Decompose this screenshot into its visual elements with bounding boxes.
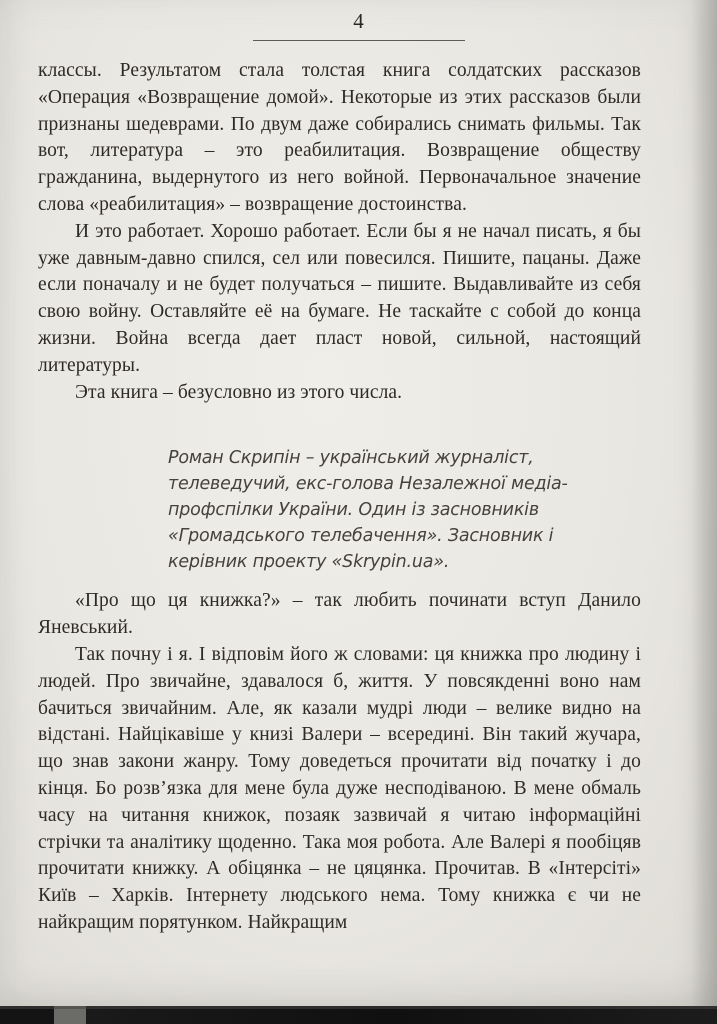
paragraph-russian-1: классы. Результатом стала толстая книга солдатских рассказов «Операция «Возвращение домой». Некоторые из этих рассказов были признаны шедеврами. По двум даже собирались снимать фильмы. Так вот, литература – это реабилитация. Возвращение обществу гражданина, выдернутого из него войной. Первоначальное значение слова «реабилитация» – возвращение достоинства. [38,60,641,215]
author-bio-note: Роман Скрипін – український журналіст, телеведучий, екс-голова Незалежної медіа-профспілки України. Один із засновників «Громадського телебачення». Засновник і керівник проекту «Skrypin.ua». [168,447,568,573]
page-text-block [0,41,717,937]
paragraph-russian-3: Эта книга – безусловно из этого числа. [75,381,403,403]
paragraph-ukrainian-1: «Про що ця книжка?» – так любить починати вступ Данило Яневський. [38,590,641,639]
page-number: 4 [353,9,364,33]
scan-bottom-edge [0,1006,717,1024]
paragraph-russian-2: И это работает. Хорошо работает. Если бы я не начал писать, я бы уже давным-давно спился, сел или повесился. Пишите, пацаны. Даже если поначалу и не будет получаться – пишите. Выдавливайте из себя свою войну. Оставляйте её на бумаге. Не таскайте с собой до конца жизни. Война всегда дает пласт новой, сильной, настоящий литературы. [38,220,641,376]
paragraph-ukrainian-2: Так почну і я. І відповім його ж словами: ця книжка про людину і людей. Про звичайне, здавалося б, життя. У повсякденні воно нам бачиться звичайним. Але, як казали мудрі люди – велике видно на відстані. Найцікавіше у книзі Валери – всередині. Він такий жучара, що знав закони жанру. Тому доведеться прочитати від початку і до кінця. Бо розв’язка для мене була дуже несподіваною. В мене обмаль часу на читання книжок, позаяк зазвичай я читаю інформаційні стрічки та аналітику щоденно. Така моя робота. Але Валері я пообіцяв прочитати книжку. А обіцянка – не цяцянка. Прочитав. В «Інтерсіті» Київ – Харків. Інтернету людського нема. Тому книжка є чи не найкращим порятунком. Найкращим [38,643,641,933]
page-header [0,0,717,41]
